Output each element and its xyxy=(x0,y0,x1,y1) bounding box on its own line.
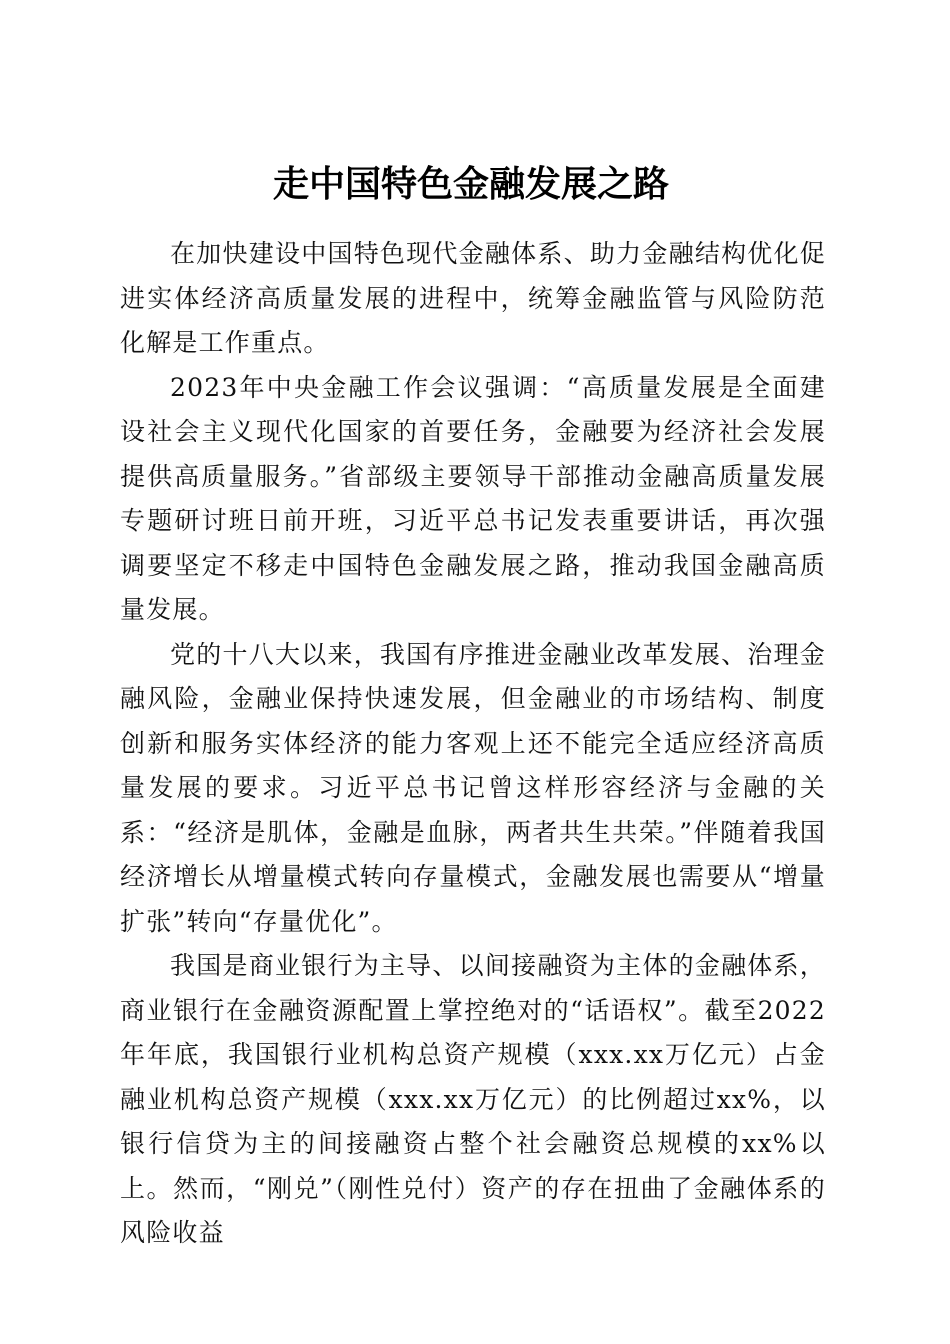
paragraph-1: 在加快建设中国特色现代金融体系、助力金融结构优化促进实体经济高质量发展的进程中，统筹金融监管与风险防范化解是工作重点。 xyxy=(120,239,826,357)
paragraph-2: 2023年中央金融工作会议强调：“高质量发展是全面建设社会主义现代化国家的首要任务，金融要为经济社会发展提供高质量服务。”省部级主要领导干部推动金融高质量发展专题研讨班日前开班，习近平总书记发表重要讲话，再次强调要坚定不移走中国特色金融发展之路，推动我国金融高质量发展。 xyxy=(120,372,826,624)
paragraph-3: 党的十八大以来，我国有序推进金融业改革发展、治理金融风险，金融业保持快速发展，但金融业的市场结构、制度创新和服务实体经济的能力客观上还不能完全适应经济高质量发展的要求。习近平总书记曾这样形容经济与金融的关系：“经济是肌体，金融是血脉，两者共生共荣。”伴随着我国经济增长从增量模式转向存量模式，金融发展也需要从“增量扩张”转向“存量优化”。 xyxy=(120,639,826,936)
document-title: 走中国特色金融发展之路 xyxy=(272,163,669,206)
document-body xyxy=(120,232,826,1256)
paragraph-4: 我国是商业银行为主导、以间接融资为主体的金融体系，商业银行在金融资源配置上掌控绝对的“话语权”。截至2022年年底，我国银行业机构总资产规模（xxx.xx万亿元）占金融业机构总资产规模（xxx.xx万亿元）的比例超过xx%，以银行信贷为主的间接融资占整个社会融资总规模的xx%以上。然而，“刚兑”（刚性兑付）资产的存在扭曲了金融体系的风险收益 xyxy=(120,951,826,1247)
